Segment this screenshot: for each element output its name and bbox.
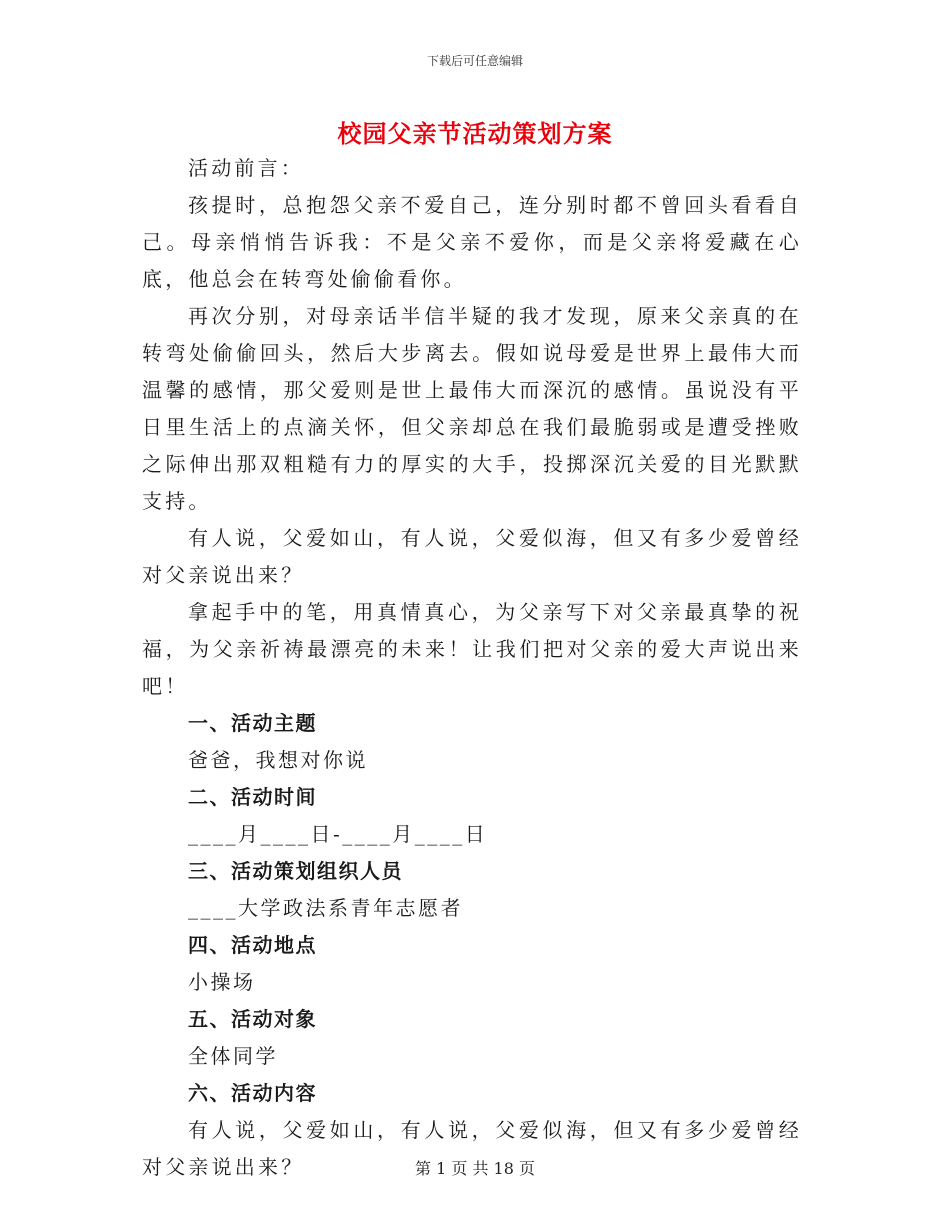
section-heading-time: 二、活动时间	[188, 785, 317, 809]
section-content-time: ____月____日-____月____日	[188, 822, 488, 846]
intro-paragraph: 再次分别，对母亲话半信半疑的我才发现，原来父亲真的在转弯处偷偷回头，然后大步离去。假如说母爱是世界上最伟大而温馨的感情，那父爱则是世上最伟大而深沉的感情。虽说没有平日里生活上的点滴关怀，但父亲却总在我们最脆弱或是遭受挫败之际伸出那双粗糙有力的厚实的大手，投掷深沉关爱的目光默默支持。	[142, 304, 802, 513]
section-content-location: 小操场	[188, 970, 256, 994]
document-body	[142, 150, 802, 1186]
section-heading-organizers: 三、活动策划组织人员	[188, 859, 403, 883]
section-heading-location: 四、活动地点	[188, 933, 317, 957]
header-note: 下载后可任意编辑	[426, 54, 523, 68]
section-heading-audience: 五、活动对象	[188, 1007, 317, 1031]
section-content-theme: 爸爸，我想对你说	[188, 748, 368, 772]
section-heading-content: 六、活动内容	[188, 1081, 317, 1105]
section-content-organizers: ____大学政法系青年志愿者	[188, 896, 463, 920]
section-heading-theme: 一、活动主题	[188, 711, 317, 735]
intro-paragraph: 孩提时，总抱怨父亲不爱自己，连分别时都不曾回头看看自己。母亲悄悄告诉我：不是父亲不爱你，而是父亲将爱藏在心底，他总会在转弯处偷偷看你。	[142, 193, 802, 291]
section-content-body: 有人说，父爱如山，有人说，父爱似海，但又有多少爱曾经对父亲说出来？	[142, 1118, 802, 1179]
document-title: 校园父亲节活动策划方案	[337, 119, 613, 148]
intro-label: 活动前言：	[188, 156, 304, 180]
page-footer: 第 1 页 共 18 页	[415, 1159, 535, 1178]
intro-paragraph: 有人说，父爱如山，有人说，父爱似海，但又有多少爱曾经对父亲说出来？	[142, 526, 802, 587]
intro-paragraph: 拿起手中的笔，用真情真心，为父亲写下对父亲最真挚的祝福，为父亲祈祷最漂亮的未来！让我们把对父亲的爱大声说出来吧！	[142, 600, 802, 698]
section-content-audience: 全体同学	[188, 1044, 278, 1068]
